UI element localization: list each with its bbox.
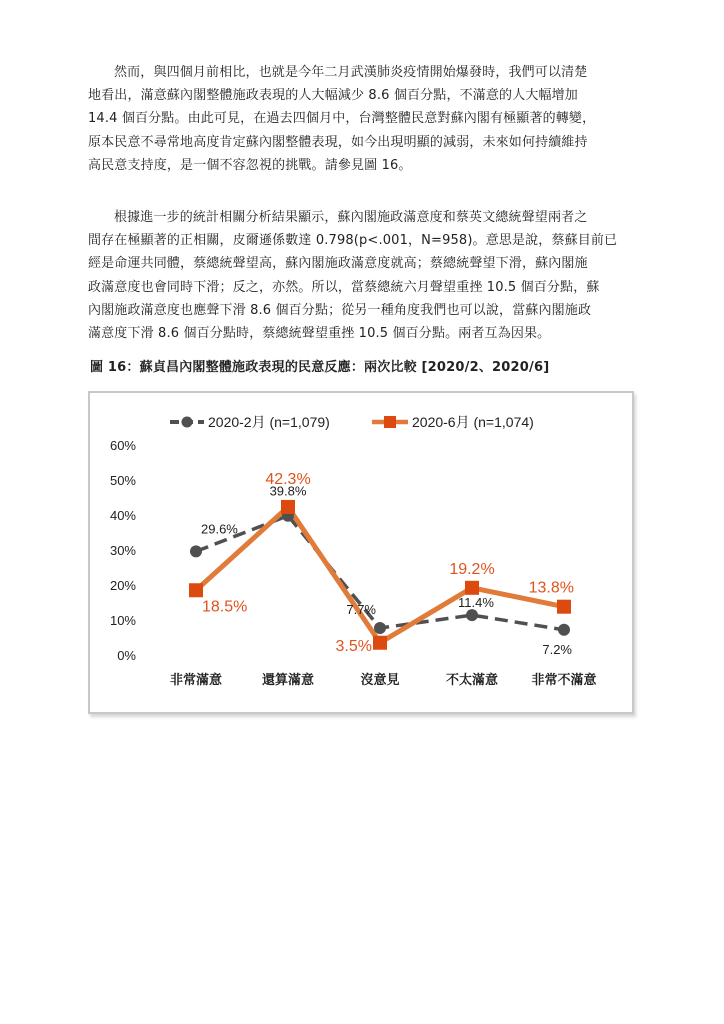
x-category-label: 還算滿意 (261, 673, 315, 688)
y-tick-label: 50% (109, 473, 136, 488)
y-tick-label: 20% (109, 578, 136, 593)
y-tick-label: 0% (117, 648, 136, 663)
line-chart (90, 393, 632, 712)
paragraph-line: 14.4 個百分點。由此可見，在過去四個月中，台灣整體民意對蘇內閣有極顯著的轉變， (88, 111, 596, 127)
series-1-data-label: 7.7% (346, 602, 376, 618)
series-2-point (281, 500, 295, 514)
paragraph-2 (88, 206, 636, 345)
legend-marker-series-1 (182, 417, 193, 428)
chart-frame (88, 391, 634, 714)
paragraph-line: 原本民意不尋常地高度肯定蘇內閣整體表現，如今出現明顯的減弱，未來如何持續維持 (88, 134, 588, 150)
x-category-label: 不太滿意 (445, 673, 499, 688)
series-1-data-label: 39.8% (269, 483, 307, 499)
x-category-label: 非常不滿意 (531, 673, 597, 688)
series-1-data-label: 11.4% (458, 595, 494, 611)
paragraph-line: 根據進一步的統計相關分析結果顯示，蘇內閣施政滿意度和蔡英文總統聲望兩者之 (114, 210, 588, 225)
paragraph-line: 地看出，滿意蘇內閣整體施政表現的人大幅減少 8.6 個百分點，不滿意的人大幅增加 (88, 88, 578, 104)
series-2-point (373, 636, 387, 650)
series-1-point (190, 545, 202, 557)
series-2-data-label: 42.3% (265, 470, 311, 488)
paragraph-line: 高民意支持度，是一個不容忽視的挑戰。請參見圖 16。 (88, 157, 412, 173)
series-1-point (466, 609, 478, 621)
series-2-data-label: 19.2% (449, 560, 495, 578)
legend-label-series-2: 2020-6月 (n=1,074) (412, 414, 534, 430)
series-2-point (189, 583, 203, 597)
series-1-data-label: 7.2% (542, 641, 572, 657)
paragraph-line: 經是命運共同體，蔡總統聲望高，蘇內閣施政滿意度就高；蔡總統聲望下滑，蘇內閣施 (88, 256, 588, 272)
paragraph-line: 滿意度下滑 8.6 個百分點時，蔡總統聲望重挫 10.5 個百分點。兩者互為因果。 (88, 326, 551, 342)
paragraph-line: 內閣施政滿意度也應聲下滑 8.6 個百分點；從另一種角度我們也可以說，當蘇內閣施政 (88, 302, 592, 318)
y-tick-label: 30% (109, 543, 136, 558)
paragraph-line: 政滿意度也會同時下滑；反之，亦然。所以，當蔡總統六月聲望重挫 10.5 個百分點，蘇 (88, 279, 600, 295)
series-1-point (374, 622, 386, 634)
y-tick-label: 60% (109, 438, 136, 453)
y-tick-label: 10% (109, 613, 136, 628)
series-2-data-label: 18.5% (202, 598, 248, 616)
series-2-point (465, 581, 479, 595)
series-line-1 (196, 516, 564, 630)
x-category-label: 沒意見 (360, 673, 400, 688)
paragraph-1 (88, 61, 636, 177)
series-2-data-label: 3.5% (335, 637, 372, 655)
x-category-label: 非常滿意 (169, 673, 223, 688)
series-2-data-label: 13.8% (528, 579, 574, 597)
figure-title: 圖 16：蘇貞昌內閣整體施政表現的民意反應：兩次比較 [2020/2、2020/6] (90, 360, 550, 375)
series-2-point (557, 600, 571, 614)
y-tick-label: 40% (109, 508, 136, 523)
paragraph-line: 然而，與四個月前相比，也就是今年二月武漢肺炎疫情開始爆發時，我們可以清楚 (114, 65, 588, 80)
series-1-point (558, 624, 570, 636)
legend-label-series-1: 2020-2月 (n=1,079) (208, 414, 330, 430)
legend-marker-series-2 (384, 416, 396, 428)
series-1-data-label: 29.6% (201, 521, 238, 537)
paragraph-line: 間存在極顯著的正相關，皮爾遜係數達 0.798(p<.001，N=958)。意思是說，蔡蘇目前已 (88, 233, 618, 249)
